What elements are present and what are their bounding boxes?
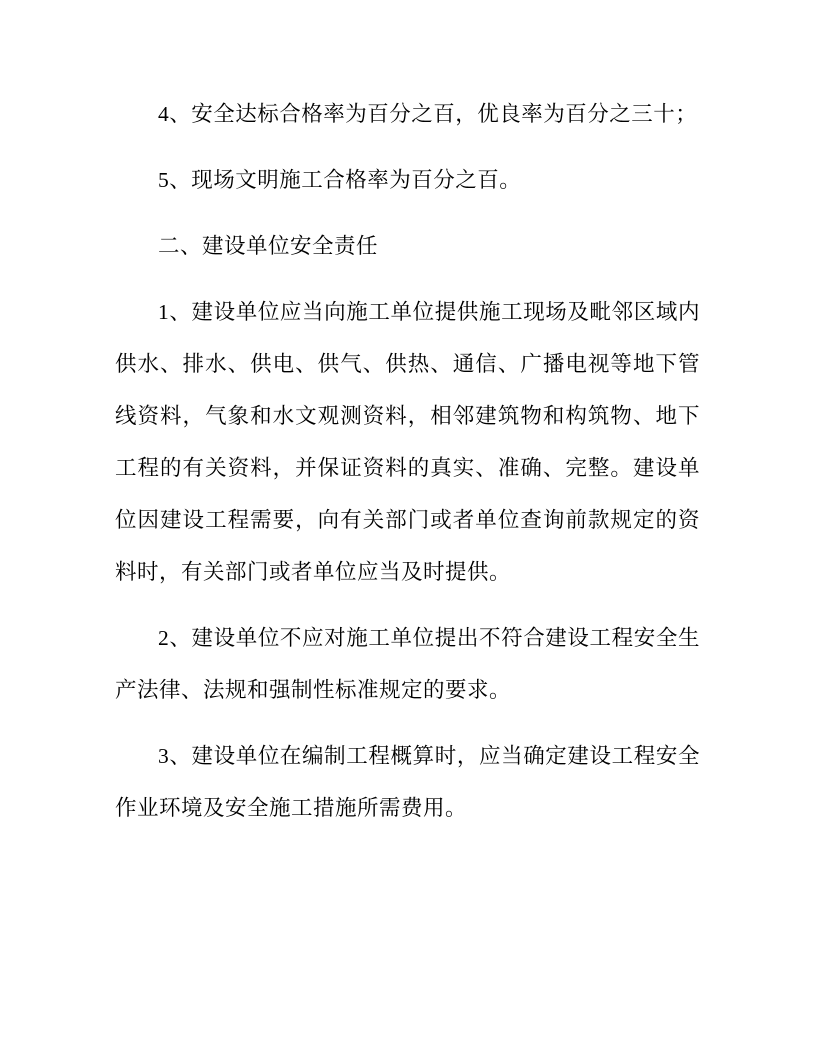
clause-3: 3、建设单位在编制工程概算时，应当确定建设工程安全作业环境及安全施工措施所需费用。 bbox=[115, 744, 700, 820]
section-heading: 二、建设单位安全责任 bbox=[158, 234, 379, 258]
list-item-4: 4、安全达标合格率为百分之百，优良率为百分之三十； bbox=[158, 102, 698, 126]
list-item-5: 5、现场文明施工合格率为百分之百。 bbox=[158, 168, 522, 192]
clause-1: 1、建设单位应当向施工单位提供施工现场及毗邻区域内供水、排水、供电、供气、供热、通信、广播电视等地下管线资料，气象和水文观测资料，相邻建筑物和构筑物、地下工程的有关资料，并保证资料的真实、准确、完整。建设单位因建设工程需要，向有关部门或者单位查询前款规定的资料时，有关部门或者单位应当及时提供。 bbox=[115, 300, 700, 584]
clause-2: 2、建设单位不应对施工单位提出不符合建设工程安全生产法律、法规和强制性标准规定的要求。 bbox=[115, 626, 700, 702]
